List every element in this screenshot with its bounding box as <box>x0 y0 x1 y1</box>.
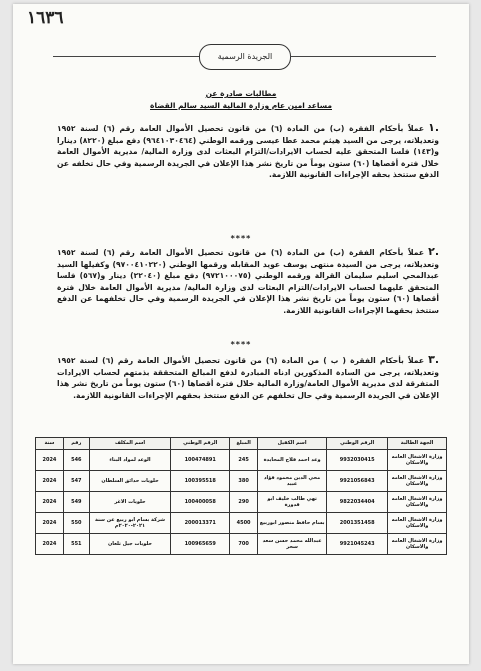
column-header: المبلغ <box>230 438 258 450</box>
table-cell: 9921056843 <box>327 471 388 492</box>
column-header: الجهة الطالبة <box>388 438 447 450</box>
table-cell: 2024 <box>36 450 64 471</box>
gazette-header: الجريدة الرسمية <box>199 44 291 70</box>
table-cell: 550 <box>63 513 89 534</box>
table-cell: وزارة الاشغال العامه والاسكان <box>388 513 447 534</box>
table-cell: حلويات حدائق السلطان <box>89 471 171 492</box>
table-cell: وزارة الاشغال العامه والاسكان <box>388 450 447 471</box>
column-header: اسم الكفيل <box>258 438 327 450</box>
table-row <box>36 471 447 492</box>
table-cell: وزارة الاشغال العامه والاسكان <box>388 534 447 555</box>
table-cell: 2024 <box>36 534 64 555</box>
table-cell: وزارة الاشغال العامه والاسكان <box>388 471 447 492</box>
table-cell: 4500 <box>230 513 258 534</box>
column-header: الرقم الوطني <box>327 438 388 450</box>
table-cell: 9921045243 <box>327 534 388 555</box>
table-cell: حلويات جيل تلعان <box>89 534 171 555</box>
paragraph-number: .٢ <box>428 245 439 258</box>
notice-paragraph-3 <box>57 354 439 401</box>
table-cell: 100474891 <box>171 450 230 471</box>
paragraph-text: عملاً بأحكام الفقرة (ب) من المادة (٦) من قانون تحصيل الأموال العامة رقم (٦) لسنة ١٩٥٢ وتعديلاته، يرجى من السيدة منتهى يوسف عويد المقابله ورقمها الوطني (٩٧٠٠٤١٠٢٢٠) وكفيلها السيد عبدالمحي اسليم سليمان القرالة ورقمه الوطني (٩٧٢١٠٠٠٧٥) دفع مبلغ (٢٢٠٤٠) دينار و(٥٦٧) فلسا المتحقق عليهما لحساب الايرادات/التزام البعثات لدى وزارة المالية/ مديرية الأموال العامة خلال فترة أقصاها (٦٠) ستون يوماً من تاريخ نشر هذا الإعلان في الجريدة الرسمية وفي حال تخلفهما عن الدفع ستتخذ بحقهما الإجراءات القانونية اللازمة. <box>57 248 439 315</box>
table-cell: شركة بسام ابو ربيع عن سنة ٢٠٢١-٢٠٢٠م <box>89 513 171 534</box>
column-header: الرقم الوطني <box>171 438 230 450</box>
separator: **** <box>230 340 252 349</box>
debtors-table <box>35 437 447 555</box>
table-row <box>36 534 447 555</box>
table-cell: حلويات الاغر <box>89 492 171 513</box>
page-number: ١٦٣٦ <box>27 8 64 28</box>
table-cell: 700 <box>230 534 258 555</box>
table-cell: 2024 <box>36 471 64 492</box>
table-cell: 9932030415 <box>327 450 388 471</box>
table-cell: 2001351458 <box>327 513 388 534</box>
paragraph-text: عملاً بأحكام الفقرة ( ب ) من المادة (٦) من قانون تحصيل الأموال العامة رقم (٦) لسنة ١٩٥٢ وتعديلاته، يرجى من السادة المذكورين ادناه المبادرة لدفع المبالغ المتحققة بذمتهم لحساب الايرادات المتفرقة لدى مديرية الأموال العامة/وزارة المالية خلال فترة أقصاها (٦٠) ستون يوماً من تاريخ نشر هذا الإعلان في الجريدة الرسمية وفي حال تخلفهم عن الدفع ستتخذ بحقهم الإجراءات القانونية اللازمة. <box>57 356 439 400</box>
notice-subtitle: مساعد امين عام وزارة المالية السيد سالم القضاة <box>150 101 332 110</box>
header-rule-right <box>290 56 436 57</box>
table-cell: 380 <box>230 471 258 492</box>
table-cell: 2024 <box>36 513 64 534</box>
table-cell: 290 <box>230 492 258 513</box>
table-cell: 546 <box>63 450 89 471</box>
table-header-row <box>36 438 447 450</box>
table-cell: الوعد لمواد البناء <box>89 450 171 471</box>
notice-paragraph-1 <box>57 122 439 181</box>
table-cell: 9822034404 <box>327 492 388 513</box>
column-header: سنة <box>36 438 64 450</box>
table-cell: 200013371 <box>171 513 230 534</box>
separator: **** <box>230 234 252 243</box>
gazette-page <box>13 4 469 664</box>
table-cell: وعد احمد فلاح المحايدة <box>258 450 327 471</box>
notice-paragraph-2 <box>57 246 439 317</box>
header-rule-left <box>53 56 199 57</box>
paragraph-number: .١ <box>428 121 439 134</box>
column-header: اسم المكلف <box>89 438 171 450</box>
notice-title: مطالبات صادرة عن <box>205 89 277 98</box>
table-cell: وزارة الاشغال العامه والاسكان <box>388 492 447 513</box>
table-row <box>36 513 447 534</box>
table-row <box>36 492 447 513</box>
paragraph-text: عملاً بأحكام الفقرة (ب) من المادة (٦) من قانون تحصيل الأموال العامة رقم (٦) لسنة ١٩٥٢ وتعديلاته، يرجى من السيد هيثم محمد عطا عيسى ورقمه الوطني (٩٦٤١٠٣٠٤٦٤) دفع مبلغ (٨٢٢٠) دينارا و(١٤٣) فلسا المتحقق عليه لحساب الايرادات/التزام البعثات لدى وزارة المالية/ مديرية الأموال العامة خلال فترة أقصاها (٦٠) ستون يوماً من تاريخ نشر هذا الإعلان في الجريدة الرسمية وفي حال تخلفه عن الدفع ستتخذ بحقه الإجراءات القانونية اللازمة. <box>57 124 439 180</box>
table-cell: 2024 <box>36 492 64 513</box>
table-cell: تهي طالب خليف ابو قدورة <box>258 492 327 513</box>
table-cell: 547 <box>63 471 89 492</box>
column-header: رقم <box>63 438 89 450</box>
table-cell: 245 <box>230 450 258 471</box>
table-cell: 100965659 <box>171 534 230 555</box>
table-cell: 100400058 <box>171 492 230 513</box>
table-cell: بسام حافظ منصور ابوربيع <box>258 513 327 534</box>
table-cell: 551 <box>63 534 89 555</box>
table-row <box>36 450 447 471</box>
table-cell: عبدالله محمد حسن سعد سحر <box>258 534 327 555</box>
table-cell: محي الدين محمود فؤاد عبيد <box>258 471 327 492</box>
paragraph-number: .٣ <box>428 353 439 366</box>
table-cell: 549 <box>63 492 89 513</box>
table-cell: 100395518 <box>171 471 230 492</box>
